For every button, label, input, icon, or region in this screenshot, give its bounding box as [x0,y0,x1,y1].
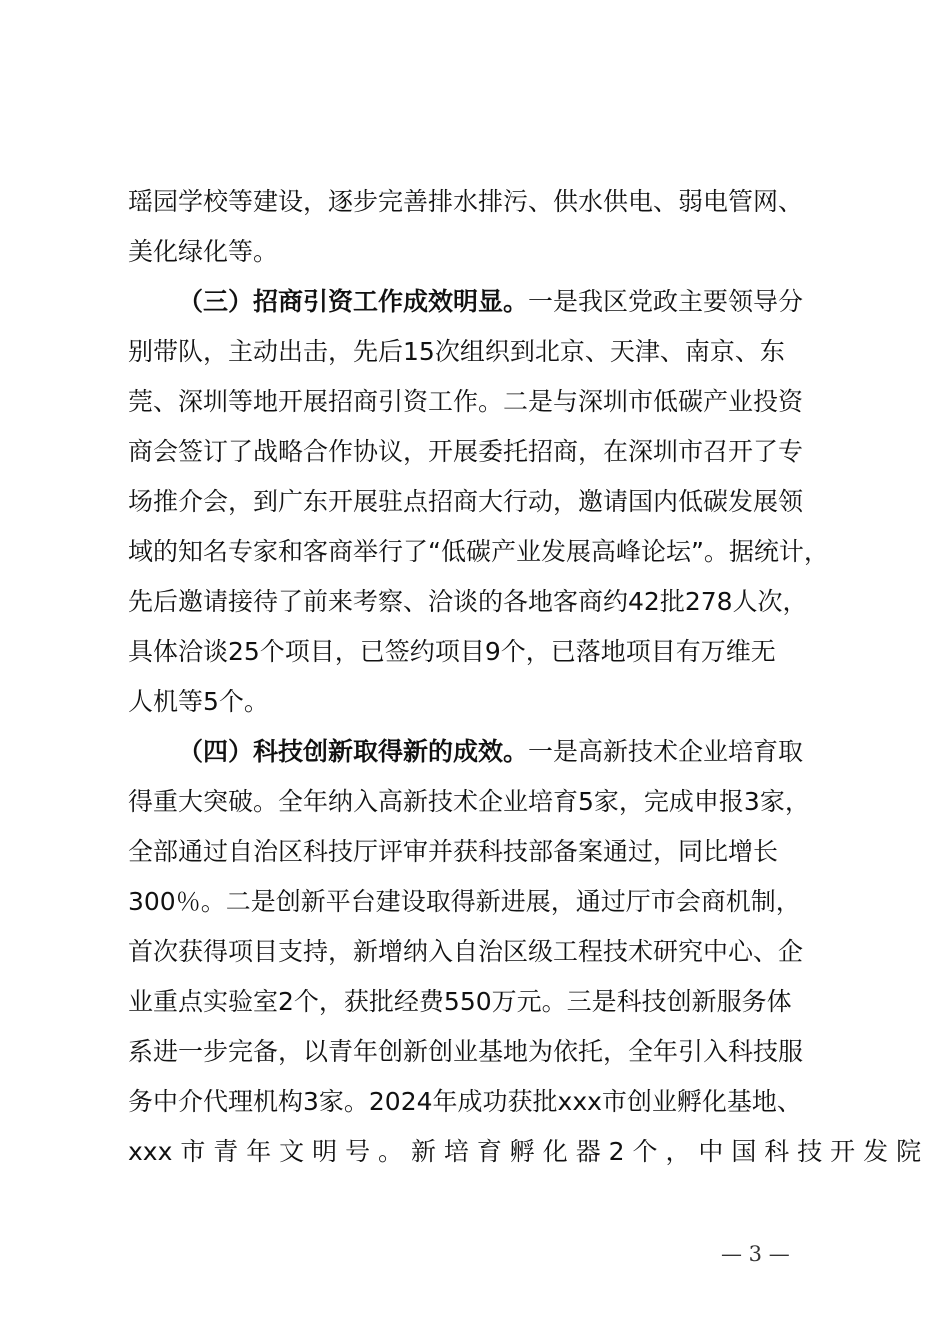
body-line: 全部通过自治区科技厅评审并获科技部备案通过，同比增长 [128,837,779,866]
body-line: 人机等5个。 [128,687,269,716]
body-line: 系进一步完备，以青年创新创业基地为依托，全年引入科技服 [128,1037,804,1066]
section-4-lead: 一是高新技术企业培育取 [528,737,804,766]
body-line: xxx 市 青 年 文 明 号 。 新 培 育 孵 化 器 2 个 ， 中 国 科 技 开 发 院 [128,1137,922,1166]
body-line: 务中介代理机构3家。2024年成功获批xxx市创业孵化基地、 [128,1087,802,1116]
body-line: 业重点实验室2个，获批经费550万元。三是科技创新服务体 [128,987,792,1016]
section-4-first-line [178,734,803,770]
body-line: 得重大突破。全年纳入高新技术企业培育5家，完成申报3家， [128,787,810,816]
section-3-lead: 一是我区党政主要领导分 [528,287,804,316]
body-line: 别带队，主动出击，先后15次组织到北京、天津、南京、东 [128,337,785,366]
body-line: 具体洽谈25个项目，已签约项目9个，已落地项目有万维无 [128,637,776,666]
body-line: 场推介会，到广东开展驻点招商大行动，邀请国内低碳发展领 [128,487,804,516]
body-line: 商会签订了战略合作协议，开展委托招商，在深圳市召开了专 [128,437,804,466]
body-line: 300％。二是创新平台建设取得新进展，通过厅市会商机制， [128,887,801,916]
body-line: 域的知名专家和客商举行了“低碳产业发展高峰论坛”。据统计， [128,537,829,566]
body-line: 首次获得项目支持，新增纳入自治区级工程技术研究中心、企 [128,937,804,966]
body-line: 瑶园学校等建设，逐步完善排水排污、供水供电、弱电管网、 [128,187,804,216]
section-3-first-line [178,284,803,320]
page-number: — 3 — [721,1242,790,1266]
body-line: 美化绿化等。 [128,237,279,266]
body-line: 先后邀请接待了前来考察、洽谈的各地客商约42批278人次， [128,587,808,616]
section-3-heading: （三）招商引资工作成效明显。 [178,287,529,316]
body-line: 莞、深圳等地开展招商引资工作。二是与深圳市低碳产业投资 [128,387,804,416]
section-4-heading: （四）科技创新取得新的成效。 [178,737,529,766]
